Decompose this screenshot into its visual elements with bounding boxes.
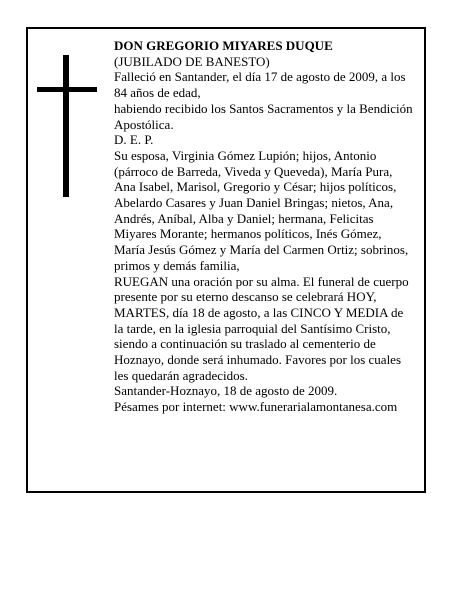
sacraments-line: habiendo recibido los Santos Sacramentos y la Bendición Apostólica. <box>114 100 413 132</box>
cross-horizontal-bar <box>37 87 97 92</box>
notice-text <box>114 38 414 415</box>
death-announcement: Falleció en Santander, el día 17 de agosto de 2009, a los 84 años de edad, <box>114 69 406 101</box>
family-list: Su esposa, Virginia Gómez Lupión; hijos, Antonio (párroco de Barreda, Viveda y Queveda), María Pura, Ana Isabel, Marisol, Gregorio y César; hijos políticos, Abelardo Casares y Juan Daniel Bringas; nietos, Ana, Andrés, Aníbal, Alba y Daniel; hermana, Felicitas Miyares Morante; hermanos políticos, Inés Gómez, María Jesús Gómez y María del Carmen Ortiz; sobrinos, primos y demás familia, <box>114 147 409 273</box>
condolences-line: Pésames por internet: www.funerarialamontanesa.com <box>114 399 398 415</box>
deceased-name: DON GREGORIO MIYARES DUQUE <box>114 38 333 53</box>
funeral-details: RUEGAN una oración por su alma. El funeral de cuerpo presente por su eterno descanso se celebrará HOY, MARTES, día 18 de agosto, a las CINCO Y MEDIA de la tarde, en la iglesia parroquial del Santísimo Cristo, siendo a continuación su traslado al cementerio de Hoznayo, donde será inhumado. Favores por los cuales les quedarán agradecidos. <box>114 273 409 383</box>
rip-line: D. E. P. <box>114 132 154 148</box>
deceased-subtitle: (JUBILADO DE BANESTO) <box>114 53 270 69</box>
latin-cross-icon <box>37 55 97 197</box>
cross-vertical-bar <box>63 55 69 197</box>
place-date-line: Santander-Hoznayo, 18 de agosto de 2009. <box>114 383 338 399</box>
